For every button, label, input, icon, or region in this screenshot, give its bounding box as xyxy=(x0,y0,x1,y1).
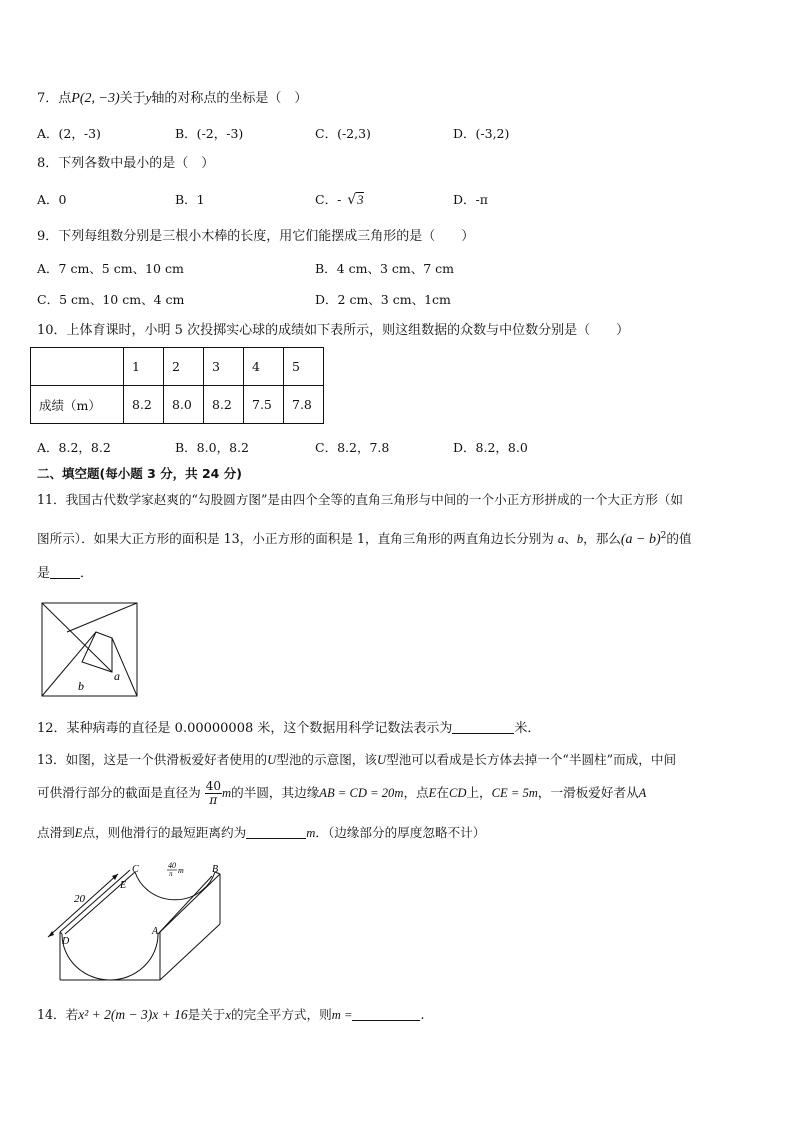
q10-option-d: D．8.2，8.0 xyxy=(453,440,528,455)
fraction-40-over-pi: $\frac{40}{\pi}$ xyxy=(205,779,222,807)
table-cell: 7.5 xyxy=(244,386,284,424)
answer-blank[interactable] xyxy=(352,1008,420,1021)
zhao-shuang-diagram xyxy=(40,600,140,700)
table-cell: 5 xyxy=(284,348,324,386)
answer-blank[interactable] xyxy=(50,566,80,579)
sqrt-3: √3 xyxy=(347,192,364,208)
table-cell: 7.8 xyxy=(284,386,324,424)
fig-dim-num: 40 xyxy=(168,862,176,870)
q11-line1: 11．我国古代数学家赵爽的“勾股圆方图”是由四个全等的直角三角形与中间的一个小正方形拼成的一个大正方形（如 xyxy=(37,492,683,507)
q13-line1: 13．如图，这是一个供滑板爱好者使用的U型池的示意图，该U型池可以看成是长方体去掉一个“半圆柱”而成，中间 xyxy=(37,752,677,767)
table-cell: 1 xyxy=(124,348,164,386)
q9-stem: 9．下列每组数分别是三根小木棒的长度，用它们能摆成三角形的是（ ） xyxy=(37,229,475,244)
q10-option-a: A．8.2，8.2 xyxy=(37,440,111,455)
q11-line2: 图所示）．如果大正方形的面积是 13，小正方形的面积是 1，直角三角形的两直角边长分别为 a、b，那么$(a - b)^2$的值 xyxy=(37,531,692,548)
fig-label-20: 20 xyxy=(74,893,85,905)
q9-option-a: A．7 cm、5 cm、10 cm xyxy=(37,261,184,276)
section-fill-in-title: 二、填空题(每小题 3 分，共 24 分) xyxy=(37,466,242,481)
fig-label-c: C xyxy=(132,864,139,875)
q8-option-a: A．0 xyxy=(37,192,67,207)
q10-option-c: C．8.2，7.8 xyxy=(315,440,390,455)
q11-line3: 是 ． xyxy=(37,566,94,581)
table-cell: 8.2 xyxy=(204,386,244,424)
q9-option-c: C．5 cm、10 cm、4 cm xyxy=(37,292,185,307)
fig-label-a: A xyxy=(152,926,159,937)
table-cell: 4 xyxy=(244,348,284,386)
q14-line: 14．若x² + 2(m − 3)x + 16是关于x的完全平方式，则m = . xyxy=(37,1007,425,1022)
q10-stem: 10．上体育课时，小明 5 次投掷实心球的成绩如下表所示，则这组数据的众数与中位数分别是（ ） xyxy=(37,323,630,338)
q10-option-b: B．8.0，8.2 xyxy=(175,440,249,455)
fig-label-b: B xyxy=(212,864,219,875)
q8-option-d: D．-π xyxy=(453,192,488,207)
fig-label-b: b xyxy=(78,679,84,693)
fig-label-d: D xyxy=(62,936,70,947)
q7-option-b: B．(-2，-3) xyxy=(175,126,244,141)
answer-blank[interactable] xyxy=(246,826,306,839)
answer-blank[interactable] xyxy=(452,721,514,734)
q8-stem: 8．下列各数中最小的是（ ） xyxy=(37,156,215,171)
q7-option-a: A．(2，-3) xyxy=(37,126,101,141)
table-row xyxy=(31,386,324,424)
table-cell: 2 xyxy=(164,348,204,386)
q9-option-b: B．4 cm、3 cm、7 cm xyxy=(315,261,455,276)
q12-line: 12．某种病毒的直径是 0.00000008 米，这个数据用科学记数法表示为 米． xyxy=(37,721,541,736)
score-table xyxy=(30,347,324,424)
fig-label-a: a xyxy=(114,669,120,683)
fig-dim-unit: m xyxy=(178,866,184,875)
fig-label-e: E xyxy=(120,880,127,891)
table-cell: 成绩（m） xyxy=(31,386,124,424)
q7-option-d: D．(-3,2) xyxy=(453,126,510,141)
table-row xyxy=(31,348,324,386)
q7-stem: 7．点P(2, −3)关于y轴的对称点的坐标是（ ） xyxy=(37,90,308,106)
q8-option-c: C．- √3 xyxy=(315,192,364,208)
table-cell: 8.2 xyxy=(124,386,164,424)
table-cell: 3 xyxy=(204,348,244,386)
q7-option-c: C．(-2,3) xyxy=(315,126,371,141)
table-cell: 8.0 xyxy=(164,386,204,424)
q8-option-b: B．1 xyxy=(175,192,205,207)
q13-line2: 可供滑行部分的截面是直径为 $\frac{40}{\pi}$ m的半圆，其边缘AB = CD = 20m，点E在CD上，CE = 5m，一滑板爱好者从A xyxy=(37,779,647,807)
q9-option-d: D．2 cm、3 cm、1cm xyxy=(315,292,451,307)
fig-dim-den: π xyxy=(169,870,173,878)
table-cell xyxy=(31,348,124,386)
q13-line3: 点滑到E点，则他滑行的最短距离约为 m．（边缘部分的厚度忽略不计） xyxy=(37,825,486,840)
u-pool-diagram xyxy=(40,862,240,987)
